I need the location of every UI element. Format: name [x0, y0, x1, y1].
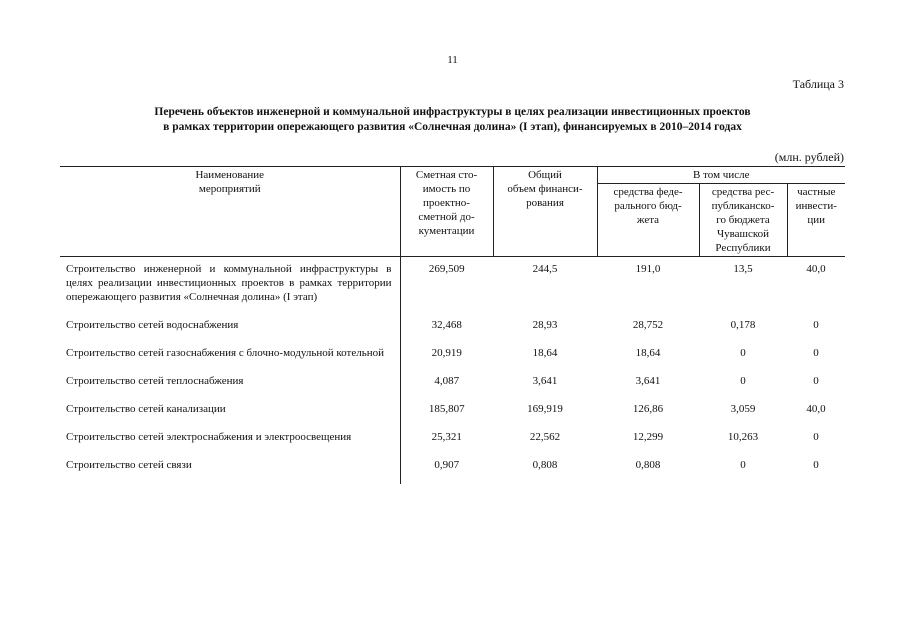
- cell-private: 40,0: [806, 263, 826, 275]
- table-row: [60, 372, 845, 400]
- cell-estimated-cost: 20,919: [431, 347, 462, 359]
- cell-republic: 3,059: [730, 403, 756, 415]
- cell-republic: 13,5: [733, 263, 753, 275]
- table-row: [60, 316, 845, 344]
- cell-name: Строительство сетей канализации: [60, 400, 400, 428]
- header-private-text: частные инвести- ции: [795, 186, 837, 226]
- cell-total-financing: 22,562: [529, 431, 561, 443]
- page-number: 11: [447, 54, 458, 66]
- header-name-text: Наименование мероприятий: [195, 169, 265, 195]
- cell-name: Строительство сетей связи: [60, 456, 400, 484]
- cell-name: Строительство сетей водоснабжения: [60, 316, 400, 344]
- cell-federal: 3,641: [635, 375, 661, 387]
- cell-republic: 10,263: [727, 431, 759, 443]
- cell-estimated-cost: 25,321: [431, 431, 462, 443]
- table-row: [60, 400, 845, 428]
- cell-name: Строительство инженерной и коммунальной инфраструктуры в целях реализации инвестиционных проектов в рамках территории опережающего развития «Солнечная долина» (I этап): [60, 257, 400, 317]
- title-line-1: Перечень объектов инженерной и коммунальной инфраструктуры в целях реализации инвестиционных проектов: [154, 106, 751, 118]
- cell-estimated-cost: 32,468: [431, 319, 462, 331]
- cell-estimated-cost: 4,087: [434, 375, 460, 387]
- cell-federal: 126,86: [632, 403, 664, 415]
- table-row: [60, 456, 845, 484]
- cell-private: 0: [813, 375, 819, 387]
- header-republic-text: средства рес- публиканско- го бюджета Чувашской Республики: [711, 186, 775, 254]
- cell-total-financing: 3,641: [532, 375, 558, 387]
- header-total-financing-text: Общий объем финанси- рования: [507, 169, 583, 209]
- cell-total-financing: 28,93: [532, 319, 558, 331]
- header-private: [787, 184, 845, 257]
- cell-federal: 12,299: [632, 431, 664, 443]
- cell-republic: 0,178: [730, 319, 756, 331]
- cell-republic: 0: [740, 375, 746, 387]
- cell-private: 0: [813, 459, 819, 471]
- table-row: [60, 344, 845, 372]
- cell-federal: 0,808: [635, 459, 661, 471]
- cell-private: 40,0: [806, 403, 826, 415]
- header-estimated-cost-text: Сметная сто- имость по проектно- сметной до- кументации: [415, 169, 478, 237]
- cell-total-financing: 169,919: [527, 403, 563, 415]
- header-estimated-cost: [400, 167, 493, 257]
- cell-name: Строительство сетей теплоснабжения: [60, 372, 400, 400]
- cell-federal: 28,752: [632, 319, 664, 331]
- header-name: [60, 167, 400, 257]
- cell-name: Строительство сетей электроснабжения и электроосвещения: [60, 428, 400, 456]
- cell-total-financing: 0,808: [532, 459, 558, 471]
- table-body: [60, 257, 845, 485]
- cell-federal: 18,64: [635, 347, 661, 359]
- document-title: [60, 105, 845, 135]
- cell-name: Строительство сетей газоснабжения с блочно-модульной котельной: [60, 344, 400, 372]
- title-line-2: в рамках территории опережающего развития «Солнечная долина» (I этап), финансируемых в 2010–2014 годах: [163, 121, 742, 133]
- header-republic: [699, 184, 787, 257]
- cell-estimated-cost: 185,807: [428, 403, 465, 415]
- cell-federal: 191,0: [635, 263, 661, 275]
- table-label: Таблица 3: [792, 77, 844, 91]
- cell-estimated-cost: 0,907: [434, 459, 460, 471]
- cell-private: 0: [813, 319, 819, 331]
- cell-total-financing: 18,64: [532, 347, 558, 359]
- cell-republic: 0: [740, 459, 746, 471]
- table-row: [60, 257, 845, 317]
- cell-estimated-cost: 269,509: [428, 263, 465, 275]
- header-including-text: В том числе: [693, 169, 750, 181]
- header-total-financing: [493, 167, 597, 257]
- cell-republic: 0: [740, 347, 746, 359]
- header-federal-text: средства феде- рального бюд- жета: [613, 186, 683, 226]
- cell-private: 0: [813, 431, 819, 443]
- cell-total-financing: 244,5: [532, 263, 558, 275]
- header-including: [597, 167, 845, 184]
- cell-private: 0: [813, 347, 819, 359]
- table-row: [60, 428, 845, 456]
- financing-table: [60, 166, 845, 484]
- units-note: (млн. рублей): [774, 150, 844, 164]
- header-federal: [597, 184, 699, 257]
